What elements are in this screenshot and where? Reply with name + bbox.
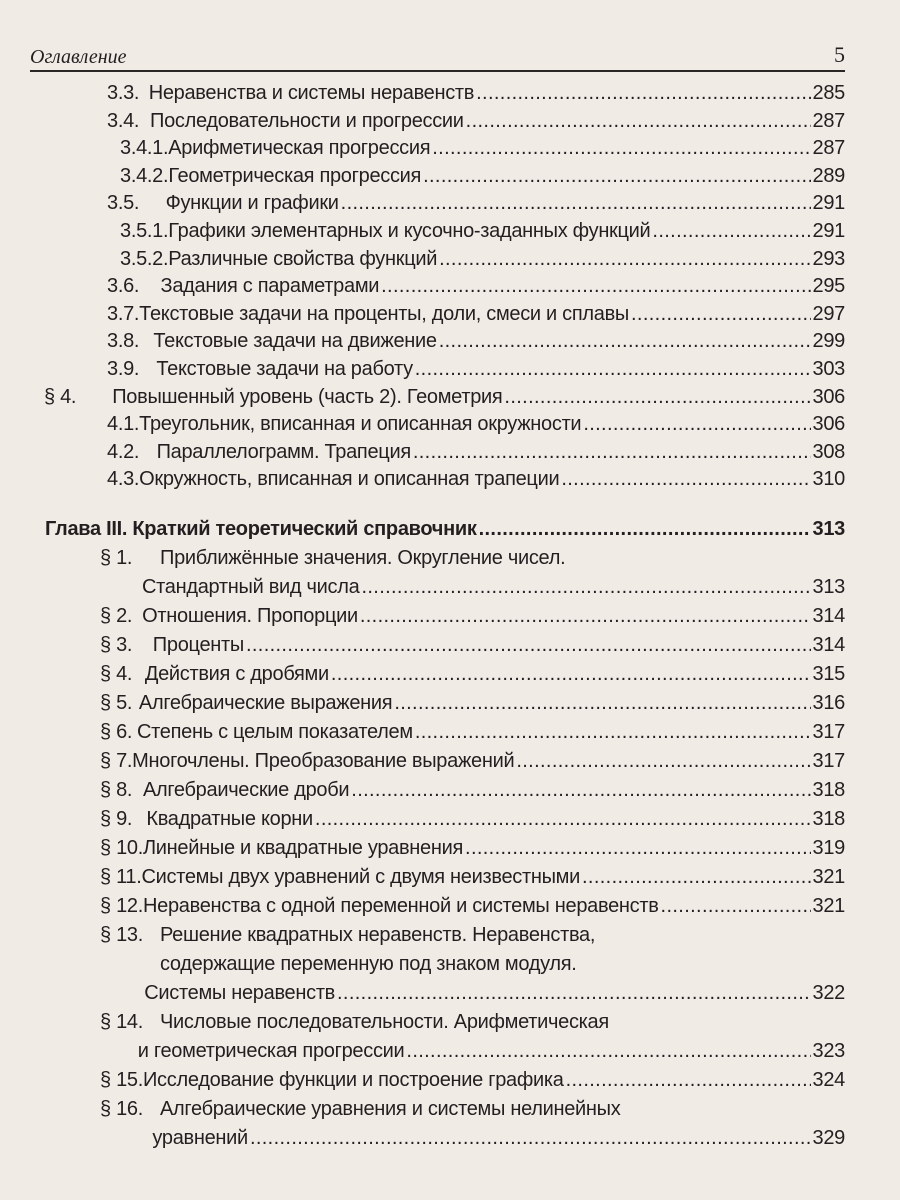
dot-leader — [351, 779, 810, 802]
toc-entry-line[interactable] — [0, 547, 845, 576]
dot-leader — [631, 303, 811, 326]
toc-entry-title: Геометрическая прогрессия — [168, 164, 422, 187]
toc-entry-page: 295 — [812, 275, 845, 298]
dot-leader — [439, 330, 811, 353]
toc-entry-title: Задания с параметрами — [160, 275, 380, 298]
dot-leader — [661, 895, 811, 918]
toc-entry-line[interactable] — [0, 721, 845, 750]
toc-entry[interactable] — [0, 137, 845, 165]
toc-entry-number: 3.5.2. — [120, 247, 169, 270]
toc-entry-page: 289 — [812, 164, 845, 187]
toc-entry-line[interactable] — [0, 953, 845, 982]
toc-entry-page: 321 — [812, 895, 845, 917]
toc-entry-line[interactable] — [0, 576, 845, 605]
toc-entry-line[interactable] — [0, 837, 845, 866]
running-header — [30, 40, 845, 72]
toc-entry-page: 315 — [812, 663, 845, 685]
toc-entry-page: 287 — [812, 109, 845, 132]
toc-entry-number: § 10. — [100, 837, 143, 859]
toc-entry-page: 285 — [812, 82, 845, 104]
toc-entry-page: 310 — [812, 468, 845, 491]
page-number: 5 — [834, 42, 845, 67]
toc-entry-line[interactable] — [0, 1040, 845, 1069]
toc-entry-title: Текстовые задачи на проценты, доли, смеси и сплавы — [139, 302, 630, 325]
toc-entry-number: § 16. — [100, 1098, 143, 1120]
toc-entry-number: 3.4.1. — [120, 137, 169, 160]
dot-leader — [315, 808, 811, 831]
toc-entry-title: Неравенства и системы неравенств — [148, 82, 475, 104]
toc-entry-title: Отношения. Пропорции — [142, 605, 358, 627]
toc-entry-number: § 4. — [44, 385, 77, 408]
toc-entry-title: Системы неравенств — [144, 982, 336, 1004]
toc-entry-number: 3.4.2. — [120, 164, 169, 187]
dot-leader — [246, 634, 811, 657]
toc-entry-title: Стандартный вид числа — [142, 576, 360, 598]
toc-entry-number: § 2. — [100, 605, 133, 627]
toc-entry-line[interactable] — [0, 924, 845, 953]
dot-leader — [465, 837, 810, 860]
toc-entry-title: уравнений — [152, 1127, 248, 1149]
dot-leader — [250, 1127, 811, 1150]
toc-entry-number: 3.6. — [107, 275, 140, 298]
toc-entry-number: 3.5. — [107, 192, 140, 215]
toc-entry-line[interactable] — [0, 605, 845, 634]
toc-entry[interactable] — [0, 330, 845, 358]
toc-entry[interactable] — [0, 386, 845, 414]
toc-entry-title: Решение квадратных неравенств. Неравенства, — [160, 924, 596, 946]
toc-entry-number: 3.7. — [107, 302, 140, 325]
toc-entry-line[interactable] — [0, 982, 845, 1011]
toc-entry[interactable] — [0, 303, 845, 331]
toc-entry-page: 323 — [812, 1040, 845, 1062]
toc-entry-line[interactable] — [0, 779, 845, 808]
toc-entry-line[interactable] — [0, 808, 845, 837]
toc-entry-title: Системы двух уравнений с двумя неизвестными — [141, 866, 580, 888]
dot-leader — [582, 866, 811, 889]
toc-entry-page: 313 — [812, 576, 845, 598]
dot-leader — [331, 663, 811, 686]
toc-entry-page: 317 — [812, 721, 845, 743]
toc-entry-title: Треугольник, вписанная и описанная окружности — [139, 413, 582, 436]
toc-entry[interactable] — [0, 248, 845, 276]
toc-entry-page: 293 — [812, 247, 845, 270]
toc-entry-number: § 3. — [100, 634, 133, 656]
toc-entry-title: Приближённые значения. Округление чисел. — [160, 547, 566, 569]
toc-entry-title: Степень с целым показателем — [137, 721, 413, 743]
toc-entry-page: 321 — [812, 866, 845, 888]
toc-entry[interactable] — [0, 413, 845, 441]
toc-entry-number: § 11. — [100, 866, 142, 888]
chapter-heading[interactable] — [0, 518, 845, 547]
toc-entry-number: 3.4. — [107, 109, 140, 132]
toc-entry[interactable] — [0, 220, 845, 248]
toc-entry-page: 314 — [812, 634, 845, 656]
dot-leader — [566, 1069, 811, 1092]
toc-entry-number: § 9. — [100, 808, 133, 830]
toc-entry-title: Числовые последовательности. Арифметическая — [160, 1011, 609, 1033]
toc-entry-title: Арифметическая прогрессия — [168, 137, 431, 160]
toc-entry-number: 4.1. — [107, 413, 140, 436]
toc-entry-number: 3.5.1. — [120, 219, 169, 242]
toc-entry-number: 4.2. — [107, 440, 140, 463]
toc-entry-page: 291 — [812, 192, 845, 215]
toc-entry-page: 291 — [812, 219, 845, 242]
toc-entry-title: Окружность, вписанная и описанная трапеции — [139, 468, 560, 491]
dot-leader — [406, 1040, 810, 1063]
toc-entry-title: Графики элементарных и кусочно-заданных функций — [168, 219, 651, 242]
toc-entry[interactable] — [0, 165, 845, 193]
toc-entry-number: § 14. — [100, 1011, 143, 1033]
toc-entry-page: 297 — [812, 302, 845, 325]
toc-entry-line[interactable] — [0, 692, 845, 721]
dot-leader — [361, 576, 810, 599]
toc-entry-title: Текстовые задачи на работу — [156, 357, 413, 380]
toc-entry-title: Линейные и квадратные уравнения — [142, 837, 464, 859]
chapter-page: 313 — [812, 518, 845, 540]
dot-leader — [652, 220, 810, 243]
toc-entry-page: 299 — [812, 330, 845, 353]
toc-entry[interactable] — [0, 358, 845, 386]
toc-entry-page: 314 — [812, 605, 845, 627]
toc-entry-title: Неравенства с одной переменной и системы неравенств — [142, 895, 659, 917]
toc-entry-page: 318 — [812, 779, 845, 801]
toc-entry-line[interactable] — [0, 1011, 845, 1040]
toc-entry-title: Повышенный уровень (часть 2). Геометрия — [112, 385, 503, 408]
toc-entry-number: § 6. — [100, 721, 133, 743]
toc-entry-line[interactable] — [0, 663, 845, 692]
toc-entry[interactable] — [0, 192, 845, 220]
toc-entry-page: 306 — [812, 413, 845, 436]
toc-entry-title: Многочлены. Преобразование выражений — [132, 750, 515, 772]
toc-entry-title: Проценты — [152, 634, 244, 656]
toc-entry-title: Алгебраические уравнения и системы нелинейных — [160, 1098, 621, 1120]
toc-entry[interactable] — [0, 468, 845, 496]
dot-leader — [439, 248, 810, 271]
dot-leader — [479, 518, 811, 541]
toc-entry-page: 329 — [812, 1127, 845, 1149]
toc-entry-number: 3.8. — [107, 330, 140, 353]
toc-entry-number: § 8. — [100, 779, 133, 801]
dot-leader — [337, 982, 811, 1005]
toc-entry-number: § 1. — [100, 547, 133, 569]
toc-entry-number: § 15. — [100, 1069, 143, 1091]
dot-leader — [476, 82, 810, 105]
dot-leader — [561, 468, 810, 491]
dot-leader — [381, 275, 810, 298]
toc-entry-page: 319 — [812, 837, 845, 859]
toc-entry-page: 318 — [812, 808, 845, 830]
toc-entry-title: Квадратные корни — [146, 808, 313, 830]
toc-entry-page: 317 — [812, 750, 845, 772]
toc-entry-title: Алгебраические выражения — [138, 692, 393, 714]
dot-leader — [394, 692, 810, 715]
dot-leader — [413, 441, 811, 464]
toc-entry-line[interactable] — [0, 866, 845, 895]
toc-entry-page: 303 — [812, 357, 845, 380]
toc-entry-title: и геометрическая прогрессии — [137, 1040, 405, 1062]
toc-entry-number: 4.3. — [107, 468, 140, 491]
dot-leader — [466, 110, 811, 133]
dot-leader — [360, 605, 811, 628]
toc-entry-title: Текстовые задачи на движение — [153, 330, 437, 353]
toc-entry-line[interactable] — [0, 750, 845, 779]
toc-entry-page: 322 — [812, 982, 845, 1004]
toc-entry[interactable] — [0, 82, 845, 110]
toc-entry-title: Различные свойства функций — [168, 247, 438, 270]
toc-section-top — [0, 82, 845, 496]
dot-leader — [341, 192, 811, 215]
toc-entry-number: § 4. — [100, 663, 133, 685]
toc-entry-title: Последовательности и прогрессии — [150, 109, 464, 132]
chapter-title: Глава III. Краткий теоретический справочник — [45, 518, 477, 540]
toc-entry-title: Параллелограмм. Трапеция — [156, 440, 411, 463]
toc-entry[interactable] — [0, 110, 845, 138]
toc-entry-page: 316 — [812, 692, 845, 714]
toc-entry-page: 306 — [812, 385, 845, 408]
toc-entry-title: содержащие переменную под знаком модуля. — [160, 953, 577, 975]
toc-entry-page: 308 — [812, 440, 845, 463]
dot-leader — [415, 358, 811, 381]
toc-entry-number: § 7. — [100, 750, 133, 772]
toc-entry-line[interactable] — [0, 634, 845, 663]
running-header-title: Оглавление — [30, 46, 127, 68]
toc-entry-number: § 5. — [100, 692, 133, 714]
toc-entry-number: 3.9. — [107, 357, 140, 380]
toc-entry[interactable] — [0, 441, 845, 469]
dot-leader — [516, 750, 810, 773]
toc-entry-title: Исследование функции и построение графика — [142, 1069, 564, 1091]
toc-entry-line[interactable] — [0, 895, 845, 924]
toc-entry-title: Действия с дробями — [144, 663, 329, 685]
toc-entry-title: Алгебраические дроби — [142, 779, 350, 801]
dot-leader — [504, 386, 810, 409]
dot-leader — [583, 413, 810, 436]
toc-entry-title: Функции и графики — [165, 192, 339, 215]
toc-entry[interactable] — [0, 275, 845, 303]
toc-entry-number: 3.3. — [107, 82, 140, 104]
dot-leader — [415, 721, 811, 744]
toc-entry-number: § 13. — [100, 924, 143, 946]
toc-entry-page: 324 — [812, 1069, 845, 1091]
toc-chapter-3 — [0, 518, 845, 1156]
toc-entry-line[interactable] — [0, 1127, 845, 1156]
dot-leader — [432, 137, 810, 160]
toc-entry-line[interactable] — [0, 1098, 845, 1127]
toc-entry-number: § 12. — [100, 895, 143, 917]
toc-entry-line[interactable] — [0, 1069, 845, 1098]
toc-entry-page: 287 — [812, 137, 845, 160]
dot-leader — [423, 165, 810, 188]
